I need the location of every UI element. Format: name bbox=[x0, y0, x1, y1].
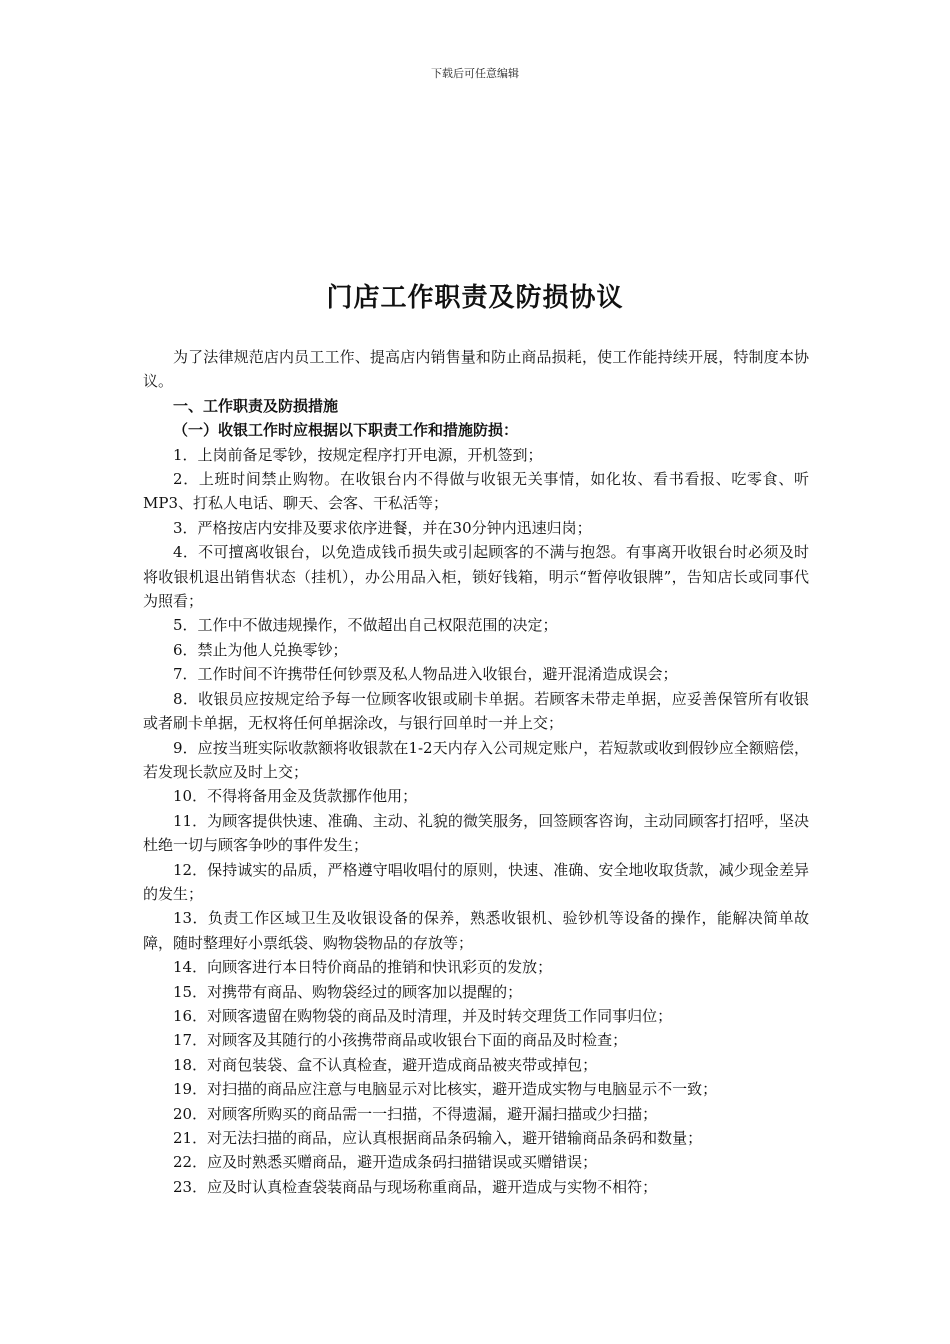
list-item: 6．禁止为他人兑换零钞； bbox=[173, 640, 348, 659]
list-item: 1．上岗前备足零钞，按规定程序打开电源，开机签到； bbox=[173, 445, 543, 464]
list-item: 14．向顾客进行本日特价商品的推销和快讯彩页的发放； bbox=[173, 958, 553, 977]
list-item: 23．应及时认真检查袋装商品与现场称重商品，避开造成与实物不相符； bbox=[173, 1177, 658, 1196]
list-item: 10．不得将备用金及货款挪作他用； bbox=[173, 787, 418, 806]
list-item: 2．上班时间禁止购物。在收银台内不得做与收银无关事情，如化妆、看书看报、吃零食、听MP3、打私人电话、聊天、会客、干私活等； bbox=[143, 470, 809, 513]
list-item: 7．工作时间不许携带任何钞票及私人物品进入收银台，避开混淆造成误会； bbox=[173, 665, 678, 684]
list-item: 12．保持诚实的品质，严格遵守唱收唱付的原则，快速、准确、安全地收取货款，减少现金差异的发生； bbox=[143, 860, 809, 903]
subsection-heading: （一）收银工作时应根据以下职责工作和措施防损： bbox=[173, 421, 519, 440]
list-item: 9．应按当班实际收款额将收银款在1-2天内存入公司规定账户，若短款或收到假钞应全额赔偿，若发现长款应及时上交； bbox=[143, 738, 809, 781]
list-item: 13．负责工作区域卫生及收银设备的保养，熟悉收银机、验钞机等设备的操作，能解决简单故障，随时整理好小票纸袋、购物袋物品的存放等； bbox=[143, 909, 809, 952]
list-item: 21．对无法扫描的商品，应认真根据商品条码输入，避开错输商品条码和数量； bbox=[173, 1129, 703, 1147]
list-item: 8．收银员应按规定给予每一位顾客收银或刷卡单据。若顾客未带走单据，应妥善保管所有收银或者刷卡单据，无权将任何单据涂改，与银行回单时一并上交； bbox=[143, 689, 809, 733]
section-heading: 一、工作职责及防损措施 bbox=[173, 396, 339, 415]
document-body bbox=[143, 345, 809, 1199]
list-item: 11．为顾客提供快速、准确、主动、礼貌的微笑服务，回签顾客咨询，主动同顾客打招呼，坚决杜绝一切与顾客争吵的事件发生； bbox=[143, 811, 809, 855]
list-item: 15．对携带有商品、购物袋经过的顾客加以提醒的； bbox=[173, 982, 523, 1001]
intro-paragraph: 为了法律规范店内员工工作、提高店内销售量和防止商品损耗，使工作能持续开展，特制度本协议。 bbox=[143, 348, 809, 391]
list-item: 17．对顾客及其随行的小孩携带商品或收银台下面的商品及时检查； bbox=[173, 1031, 628, 1050]
document-title: 门店工作职责及防损协议 bbox=[326, 283, 624, 313]
list-item: 20．对顾客所购买的商品需一一扫描，不得遗漏，避开漏扫描或少扫描； bbox=[173, 1104, 658, 1123]
list-item: 16．对顾客遗留在购物袋的商品及时清理，并及时转交理货工作同事归位； bbox=[173, 1006, 673, 1025]
list-item: 18．对商包装袋、盒不认真检查，避开造成商品被夹带或掉包； bbox=[173, 1055, 598, 1074]
list-item: 4．不可擅离收银台，以免造成钱币损失或引起顾客的不满与抱怨。有事离开收银台时必须及时将收银机退出销售状态（挂机），办公用品入柜，锁好钱箱，明示“暂停收银牌”，告知店长或同事代为照看； bbox=[143, 543, 809, 611]
header-note: 下载后可任意编辑 bbox=[431, 67, 519, 80]
list-item: 5．工作中不做违规操作，不做超出自己权限范围的决定； bbox=[173, 616, 558, 635]
list-item: 3．严格按店内安排及要求依序进餐，并在30分钟内迅速归岗； bbox=[173, 518, 592, 537]
list-item: 19．对扫描的商品应注意与电脑显示对比核实，避开造成实物与电脑显示不一致； bbox=[173, 1080, 718, 1099]
list-item: 22．应及时熟悉买赠商品，避开造成条码扫描错误或买赠错误； bbox=[173, 1153, 598, 1172]
